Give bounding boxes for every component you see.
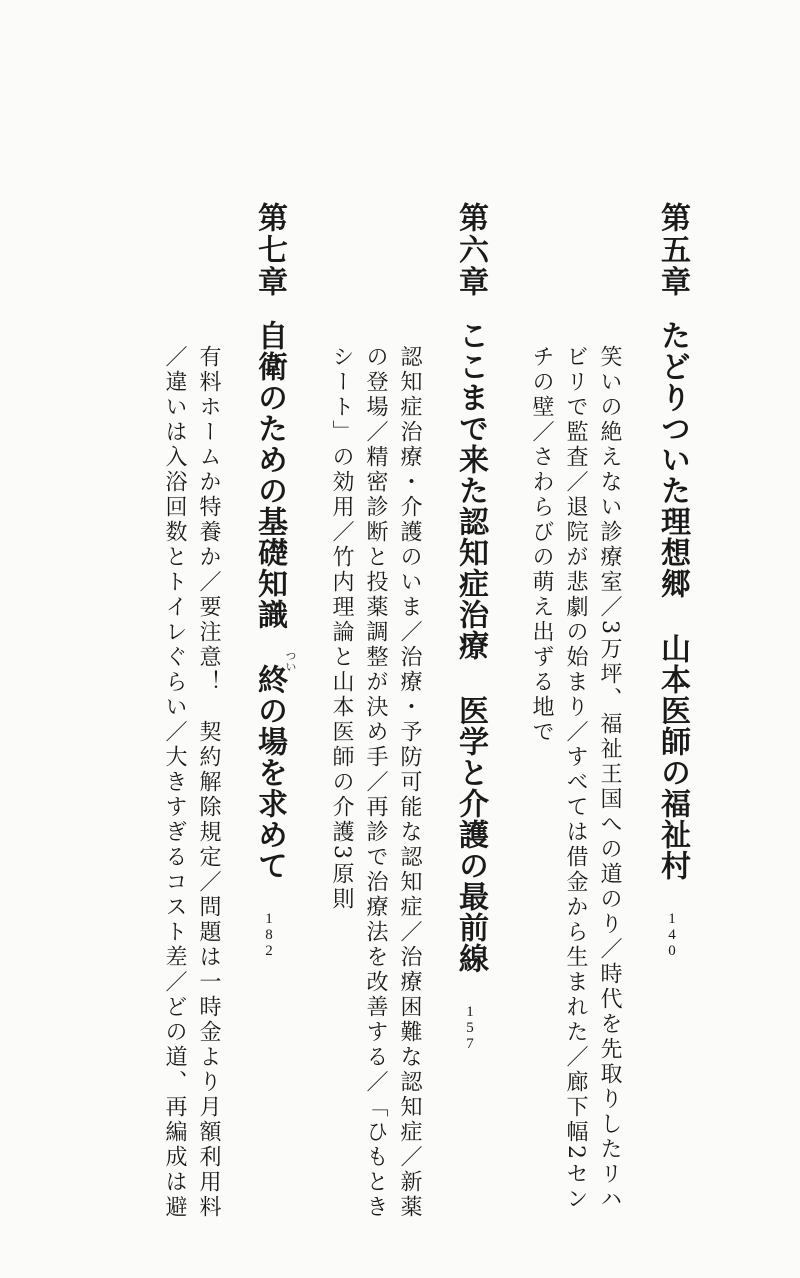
- chapter-5-title: たどりついた理想郷: [655, 320, 690, 599]
- chapter-7-ruby: つい: [284, 650, 297, 672]
- chapter-5-heading: [650, 320, 694, 959]
- chapter-6-body-line: の登場／精密診断と投薬調整が決め手／再診で治療法を改善する／「ひもとき: [363, 345, 388, 1220]
- chapter-7-page-number: 182: [261, 911, 277, 959]
- chapter-6-subtitle: 医学と介護の最前線: [453, 695, 488, 974]
- chapter-6-body-line: 認知症治療・介護のいま／治療・予防可能な認知症／治療困難な認知症／新薬: [397, 345, 422, 1220]
- chapter-5-subtitle: 山本医師の福祉村: [655, 633, 690, 881]
- chapter-7-body-line: ／違いは入浴回数とトイレぐらい／大きすぎるコスト差／どの道、再編成は避: [162, 345, 187, 1220]
- chapter-5-label: 第五章: [655, 202, 690, 298]
- chapter-5-page-number: 140: [664, 911, 680, 959]
- chapter-7-label: 第七章: [252, 202, 287, 298]
- chapter-6-title: ここまで来た認知症治療: [453, 320, 488, 661]
- chapter-5-body-line: 笑いの絶えない診療室／3万坪、福祉王国への道のり／時代を先取りしたリハ: [597, 345, 622, 1212]
- chapter-6-heading: [448, 320, 492, 1052]
- chapter-6-page-number: 157: [462, 1004, 478, 1052]
- chapter-7-title: 自衛のための基礎知識: [252, 320, 287, 630]
- chapter-7-heading: [247, 320, 291, 959]
- chapter-5-body-line: ビリで監査／退院が悲劇の始まり／すべては借金から生まれた／廊下幅2セン: [563, 345, 588, 1212]
- chapter-6-label: 第六章: [453, 202, 488, 298]
- chapter-6-body-line: シート」の効用／竹内理論と山本医師の介護3原則: [329, 345, 354, 912]
- chapter-7-body-line: 有料ホームか特養か／要注意！ 契約解除規定／問題は一時金より月額利用料: [196, 345, 221, 1220]
- chapter-7-subtitle: 終の場を求めて: [252, 664, 287, 881]
- chapter-5-body-line: チの壁／さわらびの萌え出ずる地で: [529, 345, 554, 745]
